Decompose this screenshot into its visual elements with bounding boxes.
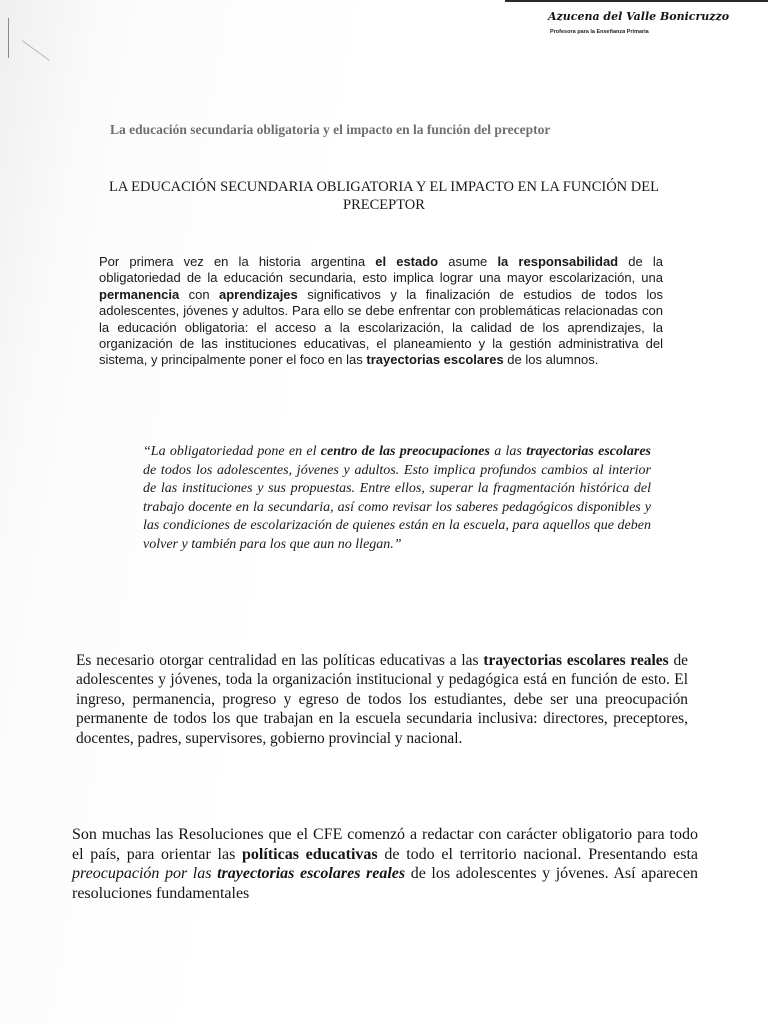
block-quote: [143, 443, 651, 555]
signature-stamp: [548, 8, 730, 42]
bold-text: la responsabilidad: [497, 254, 619, 269]
text-run: Por primera vez en la historia argentina: [99, 254, 376, 269]
text-run: asume: [438, 254, 498, 269]
bold-text: trayectorias escolares: [366, 352, 504, 368]
text-run: de adolescentes y jóvenes, toda la organización institucional y pedagógica está en función de esto. El ingreso, permanencia, progreso y egreso de todos los estudiantes, debe ser una preocupación permanente de todos los que trabajan en la escuela secundaria inclusiva: directores, preceptores, docentes, padres, supervisores, gobierno provincial y nacional.: [76, 652, 689, 747]
stamp-signature: Azucena del Valle Bonicruzzo: [548, 10, 730, 23]
bold-text: permanencia: [99, 286, 180, 302]
bold-italic-text: trayectorias escolares reales: [217, 865, 406, 883]
bold-text: centro de las preocupaciones: [320, 444, 490, 459]
text-run: Es necesario otorgar centralidad en las políticas educativas a las: [76, 652, 484, 669]
left-edge-mark: [8, 18, 9, 58]
stamp-subtitle: Profesora para la Enseñanza Primaria: [550, 29, 649, 35]
faded-heading: La educación secundaria obligatoria y el impacto en la función del preceptor: [110, 122, 551, 137]
text-run: significativos y la finalización de estudios de todos los adolescentes, jóvenes y adultos. Para ello se debe enfrentar con problemáticas relacionadas con la educación obligatoria: el acceso a la escolarización, la calidad de los aprendizajes, la organización de las instituciones educativas, el planeamiento y la gestión administrativa del sistema, y principalmente poner el foco en las: [99, 286, 663, 368]
text-run: de todo el territorio nacional. Presentando esta: [377, 845, 699, 863]
paragraph-trayectorias: [76, 651, 688, 748]
bold-text: el estado: [375, 254, 439, 269]
bold-text: trayectorias escolares: [526, 444, 652, 459]
bold-text: trayectorias escolares reales: [483, 652, 669, 669]
italic-text: preocupación por las: [72, 865, 218, 883]
text-run: de los alumnos.: [503, 352, 599, 368]
text-run: de la obligatoriedad de la educación secundaria, esto implica lograr una mayor escolarización, una: [99, 254, 663, 286]
document-title: LA EDUCACIÓN SECUNDARIA OBLIGATORIA Y EL IMPACTO EN LA FUNCIÓN DEL PRECEPTOR: [109, 179, 659, 213]
bold-text: aprendizajes: [219, 286, 298, 302]
paragraph-resoluciones: [72, 825, 698, 903]
top-edge-line: [505, 0, 768, 2]
text-run: a las: [489, 444, 527, 459]
text-run: Son muchas las Resoluciones que el CFE comenzó a redactar con carácter obligatorio para todo el país, para orientar las: [72, 826, 698, 863]
text-run: con: [179, 286, 220, 302]
text-run: de todos los adolescentes, jóvenes y adultos. Esto implica profundos cambios al interior de las instituciones y sus propuestas. Entre ellos, superar la fragmentación histórica del trabajo docente en la secundaria, así como revisar los saberes pedagógicos disponibles y las condiciones de escolarización de quienes están en la escuela, para aquellos que deben volver y también para los que aun no llegan.”: [143, 462, 651, 552]
paragraph-intro: [99, 254, 663, 369]
bold-text: políticas educativas: [242, 845, 378, 863]
text-run: de los adolescentes y jóvenes. Así aparecen resoluciones fundamentales: [72, 865, 698, 902]
text-run: “La obligatoriedad pone en el: [143, 444, 321, 459]
